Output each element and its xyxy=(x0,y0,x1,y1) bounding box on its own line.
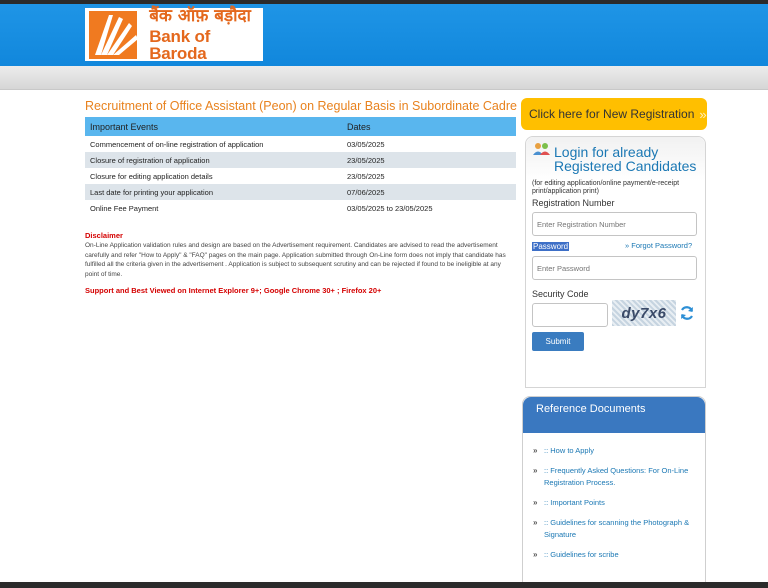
double-chevron-right-icon: » xyxy=(533,550,538,559)
new-registration-label: Click here for New Registration xyxy=(529,107,695,121)
event-name: Commencement of on-line registration of application xyxy=(85,136,342,152)
column-header-dates: Dates xyxy=(342,117,516,136)
table-row xyxy=(85,184,516,200)
event-name: Last date for printing your application xyxy=(85,184,342,200)
page-title: Recruitment of Office Assistant (Peon) on Regular Basis in Subordinate Cadre xyxy=(85,99,517,113)
registration-number-label: Registration Number xyxy=(532,198,615,208)
bottom-border xyxy=(0,582,768,588)
event-date: 23/05/2025 xyxy=(342,152,516,168)
reference-link[interactable]: :: Guidelines for scribe xyxy=(544,550,619,559)
captcha-image: dy7x6 xyxy=(612,300,676,326)
table-row xyxy=(85,200,516,216)
forgot-password-link[interactable]: » Forgot Password? xyxy=(625,241,693,250)
table-row xyxy=(85,168,516,184)
reference-documents-panel xyxy=(522,396,706,588)
login-note: (for editing application/online payment/e-receipt print/application print) xyxy=(532,180,680,195)
password-input[interactable] xyxy=(532,256,697,280)
brand-name-english: Bank of Baroda xyxy=(149,26,211,63)
site-header xyxy=(0,4,768,66)
reference-header xyxy=(523,397,705,433)
double-chevron-right-icon: » xyxy=(533,446,538,455)
column-header-events: Important Events xyxy=(85,117,342,136)
event-date: 07/06/2025 xyxy=(342,184,516,200)
login-header xyxy=(526,137,705,181)
browser-support-note: Support and Best Viewed on Internet Explorer 9+; Google Chrome 30+ ; Firefox 20+ xyxy=(85,286,382,295)
reference-link[interactable]: :: How to Apply xyxy=(544,446,595,455)
login-panel xyxy=(525,136,706,388)
reference-link[interactable]: :: Frequently Asked Questions: For On-Line Registration Process. xyxy=(544,466,689,487)
submit-button[interactable]: Submit xyxy=(532,332,584,351)
event-name: Closure of registration of application xyxy=(85,152,342,168)
brand-name-hindi: बैंक ऑफ़ बड़ौदा xyxy=(149,5,251,26)
double-chevron-right-icon: » xyxy=(533,466,538,475)
bank-of-baroda-logo-icon xyxy=(89,11,137,59)
important-events-table xyxy=(85,117,516,216)
reference-list xyxy=(533,445,701,569)
table-row xyxy=(85,152,516,168)
table-row xyxy=(85,136,516,152)
disclaimer-heading: Disclaimer xyxy=(85,231,123,240)
new-registration-button[interactable] xyxy=(521,98,707,130)
reference-item-how-to-apply[interactable] xyxy=(533,445,701,457)
reference-item-important-points[interactable] xyxy=(533,497,701,509)
brand-logo[interactable] xyxy=(85,5,263,63)
event-date: 03/05/2025 to 23/05/2025 xyxy=(342,200,516,216)
users-icon xyxy=(533,142,551,156)
password-label: Password xyxy=(533,242,569,251)
reference-link[interactable]: :: Important Points xyxy=(544,498,605,507)
security-code-label: Security Code xyxy=(532,289,589,299)
event-date: 03/05/2025 xyxy=(342,136,516,152)
double-chevron-right-icon: » xyxy=(699,106,707,122)
reference-link[interactable]: :: Guidelines for scanning the Photograph & Signature xyxy=(544,518,690,539)
reference-item-scanning-guidelines[interactable] xyxy=(533,517,701,541)
registration-number-input[interactable] xyxy=(532,212,697,236)
event-name: Online Fee Payment xyxy=(85,200,342,216)
refresh-icon[interactable] xyxy=(679,305,695,321)
disclaimer-text: On-Line Application validation rules and design are based on the Advertisement requirement. Candidates are advised to read the advertisement carefully and refer "How to Apply" & "FAQ" pages on the main page. Application submitted through On-Line form does not imply that candidate has fulfilled all the criteria given in the advertisement . Application is subject to subsequent scrutiny and can be rejected if found to be ineligible at any point of time. xyxy=(85,242,506,278)
security-code-input[interactable] xyxy=(532,303,608,327)
login-title-line2: Registered Candidates xyxy=(554,158,697,174)
reference-item-faq[interactable] xyxy=(533,465,701,489)
navigation-bar xyxy=(0,66,768,90)
event-name: Closure for editing application details xyxy=(85,168,342,184)
reference-item-scribe-guidelines[interactable] xyxy=(533,549,701,561)
double-chevron-right-icon: » xyxy=(533,518,538,527)
event-date: 23/05/2025 xyxy=(342,168,516,184)
double-chevron-right-icon: » xyxy=(533,498,538,507)
login-title-line1: Login for already xyxy=(554,144,659,160)
reference-title: Reference Documents xyxy=(536,403,646,415)
table-header-row xyxy=(85,117,516,136)
